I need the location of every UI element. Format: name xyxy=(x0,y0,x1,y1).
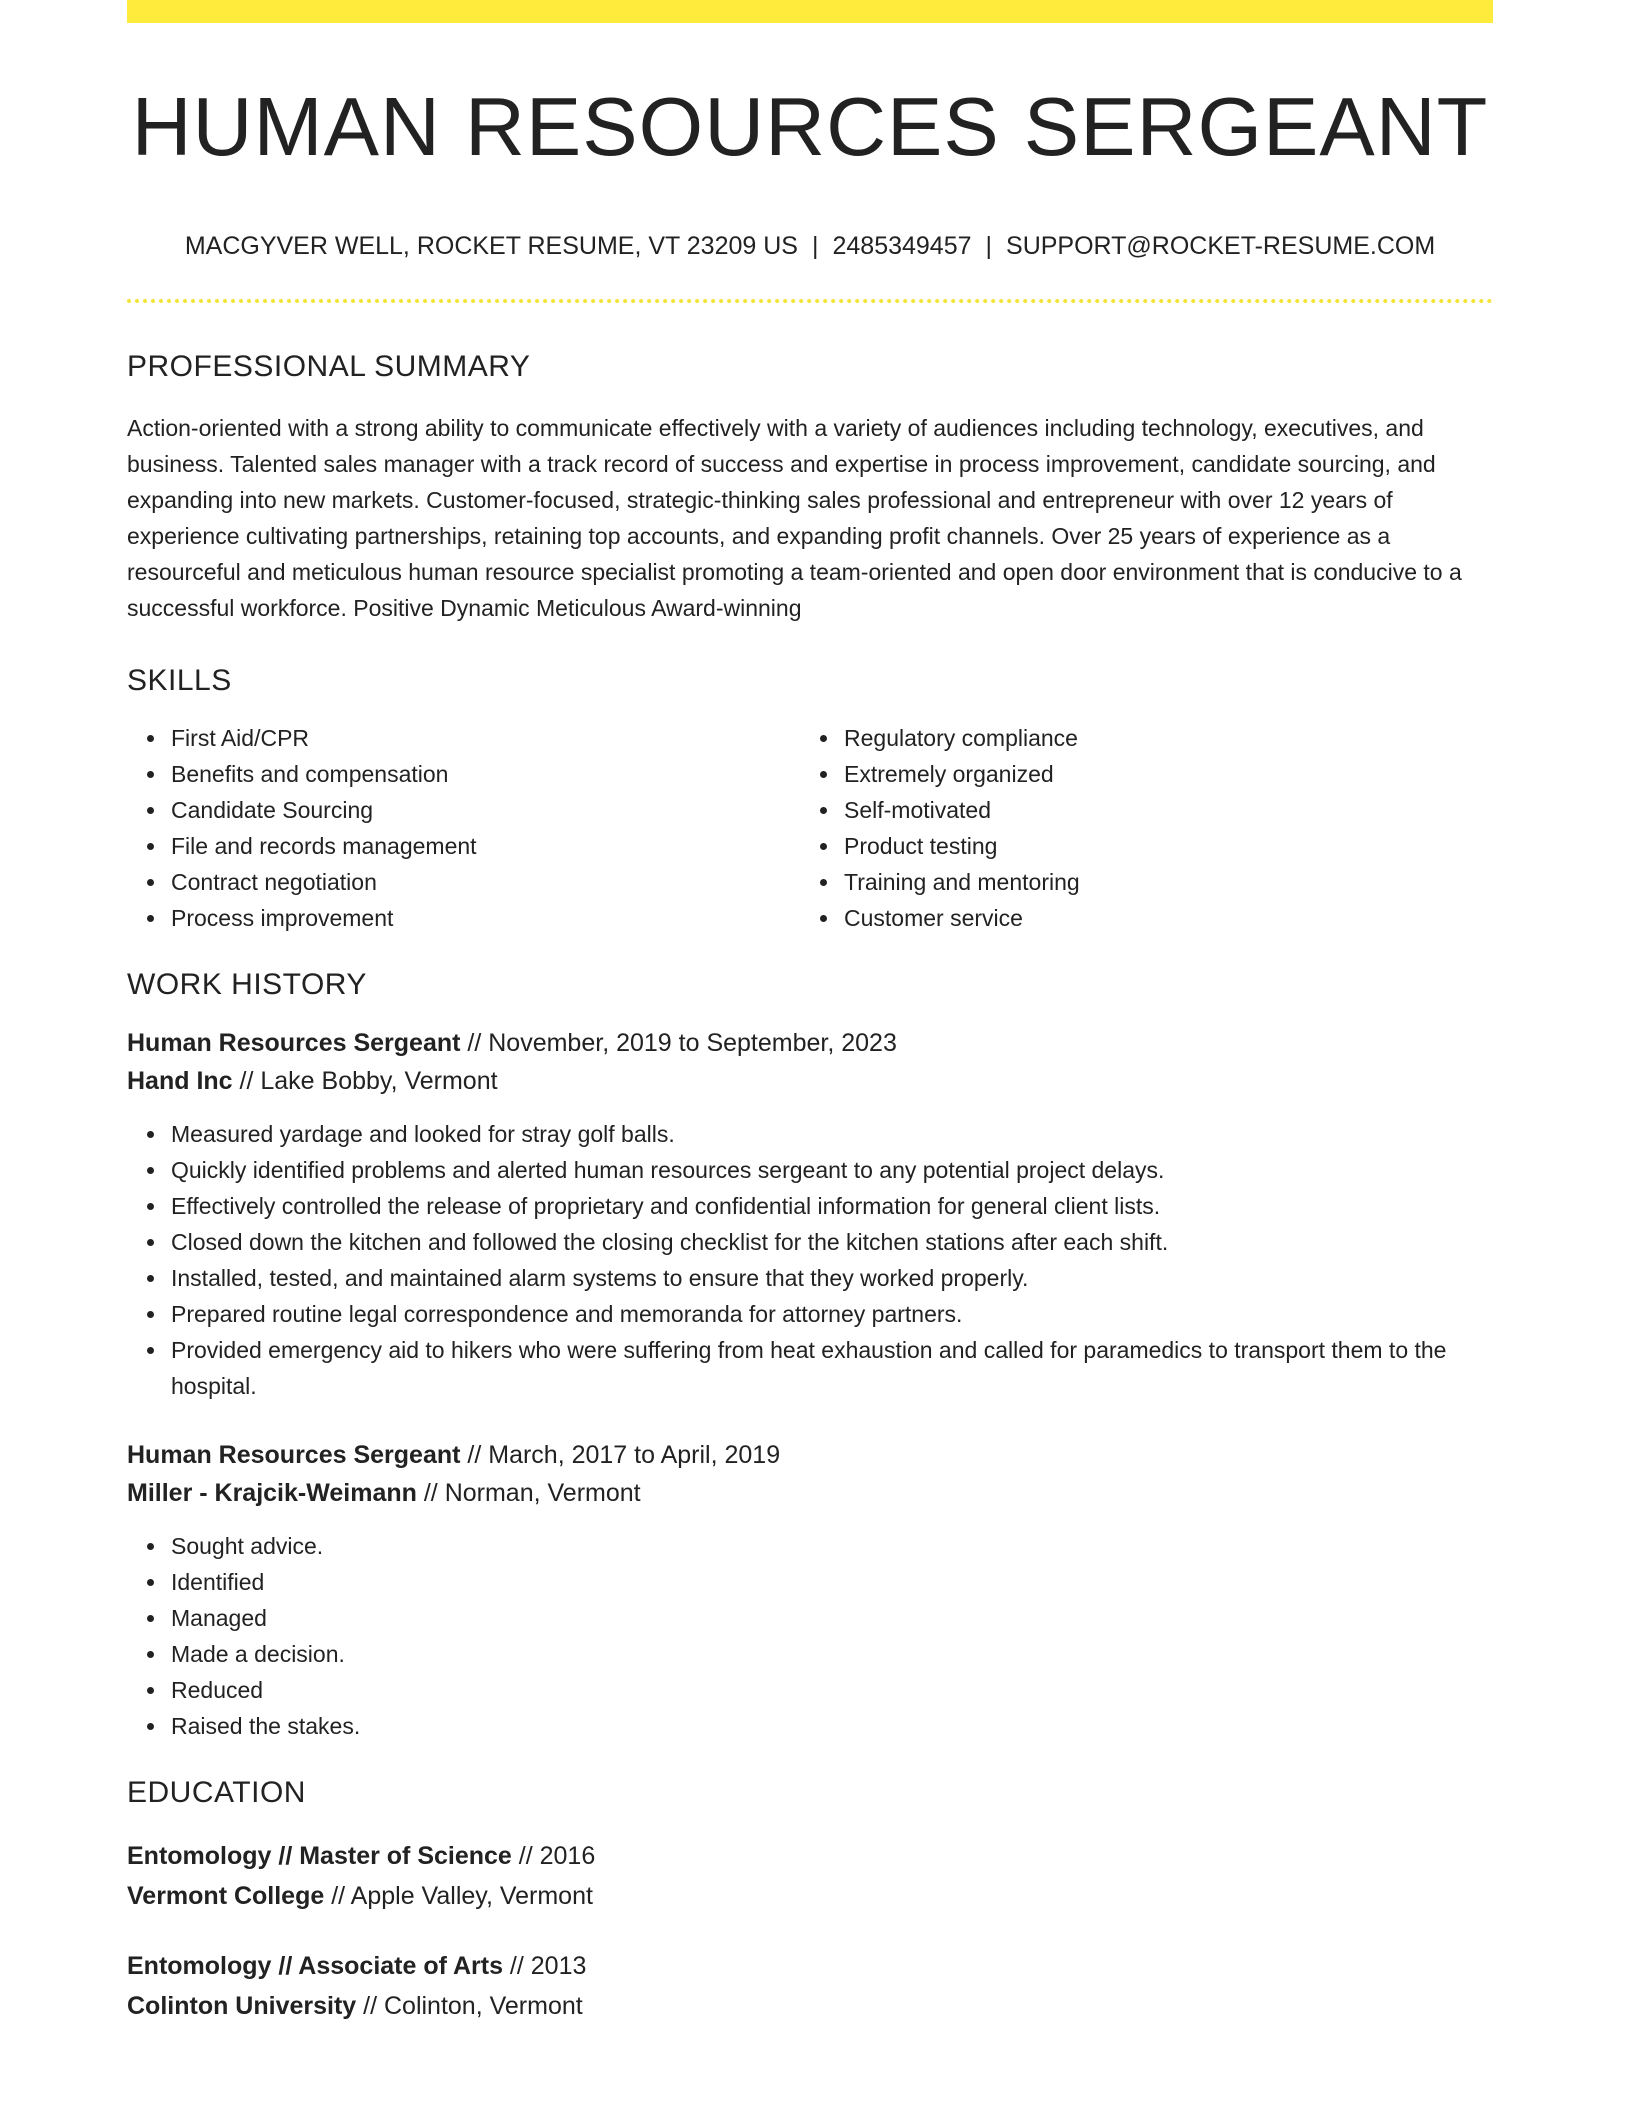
education-separator: // xyxy=(271,1842,300,1870)
contact-email: SUPPORT@ROCKET-RESUME.COM xyxy=(1006,232,1436,260)
job-dates: March, 2017 to April, 2019 xyxy=(488,1441,781,1469)
job-bullet: Prepared routine legal correspondence and memoranda for attorney partners. xyxy=(127,1296,1493,1332)
skills-column-left xyxy=(127,720,800,936)
job-bullets xyxy=(127,1528,1493,1744)
education-year: 2013 xyxy=(530,1952,587,1980)
education-field: Entomology xyxy=(127,1952,272,1980)
skills-column-right xyxy=(800,720,1473,936)
accent-bar xyxy=(127,0,1493,23)
education-school-line xyxy=(127,1876,1493,1916)
skill-item: File and records management xyxy=(127,828,800,864)
contact-separator: | xyxy=(985,232,993,260)
education-degree-line xyxy=(127,1946,1493,1986)
education-degree: Master of Science xyxy=(299,1842,512,1870)
skill-item: Product testing xyxy=(800,828,1473,864)
job-location: Norman, Vermont xyxy=(444,1479,641,1507)
job-company-line xyxy=(127,1062,1493,1100)
education-school: Colinton University xyxy=(127,1992,357,2020)
skill-item: Regulatory compliance xyxy=(800,720,1473,756)
skill-item: Customer service xyxy=(800,900,1473,936)
skills-list xyxy=(127,720,1493,936)
job-bullet: Closed down the kitchen and followed the closing checklist for the kitchen stations after each shift. xyxy=(127,1224,1493,1260)
job-title: Human Resources Sergeant xyxy=(127,1029,461,1057)
skill-item: Training and mentoring xyxy=(800,864,1473,900)
education-degree-line xyxy=(127,1836,1493,1876)
job-bullet: Quickly identified problems and alerted human resources sergeant to any potential project delays. xyxy=(127,1152,1493,1188)
job-bullet: Provided emergency aid to hikers who were suffering from heat exhaustion and called for paramedics to transport them to the hospital. xyxy=(127,1332,1493,1404)
job-bullets xyxy=(127,1116,1493,1404)
contact-line xyxy=(127,234,1493,259)
education-entry xyxy=(127,1836,1493,1916)
work-history-heading: WORK HISTORY xyxy=(127,968,367,1001)
education-school: Vermont College xyxy=(127,1882,325,1910)
job-separator: // xyxy=(416,1479,445,1507)
education-separator: // xyxy=(502,1952,531,1980)
resume-page xyxy=(127,0,1493,2026)
job-location: Lake Bobby, Vermont xyxy=(260,1067,498,1095)
education-degree: Associate of Arts xyxy=(298,1952,503,1980)
header-divider xyxy=(127,299,1493,303)
job-bullet: Effectively controlled the release of proprietary and confidential information for general client lists. xyxy=(127,1188,1493,1224)
job-title: Human Resources Sergeant xyxy=(127,1441,461,1469)
skill-item: Candidate Sourcing xyxy=(127,792,800,828)
education-location: Apple Valley, Vermont xyxy=(350,1882,593,1910)
skill-item: Self-motivated xyxy=(800,792,1473,828)
contact-address: MACGYVER WELL, ROCKET RESUME, VT 23209 US xyxy=(184,232,798,260)
skill-item: Benefits and compensation xyxy=(127,756,800,792)
job-bullet: Raised the stakes. xyxy=(127,1708,1493,1744)
skill-item: First Aid/CPR xyxy=(127,720,800,756)
education-separator: // xyxy=(356,1992,384,2020)
skill-item: Process improvement xyxy=(127,900,800,936)
job-separator: // xyxy=(232,1067,261,1095)
education-year: 2016 xyxy=(539,1842,596,1870)
job-title-line xyxy=(127,1024,1493,1062)
job-separator: // xyxy=(460,1029,489,1057)
job-bullet: Managed xyxy=(127,1600,1493,1636)
skill-item: Contract negotiation xyxy=(127,864,800,900)
contact-separator: | xyxy=(811,232,819,260)
job-bullet: Identified xyxy=(127,1564,1493,1600)
job-separator: // xyxy=(460,1441,489,1469)
contact-phone: 2485349457 xyxy=(832,232,972,260)
education-field: Entomology xyxy=(127,1842,272,1870)
education-heading: EDUCATION xyxy=(127,1776,306,1809)
job-company-line xyxy=(127,1474,1493,1512)
job-company: Hand Inc xyxy=(127,1067,233,1095)
education-separator: // xyxy=(271,1952,299,1980)
job-title-line xyxy=(127,1436,1493,1474)
skills-heading: SKILLS xyxy=(127,664,232,697)
summary-text: Action-oriented with a strong ability to communicate effectively with a variety of audiences including technology, executives, and business. Talented sales manager with a track record of success and expertise in process improvement, candidate sourcing, and expanding into new markets. Customer-focused, strategic-thinking sales professional and entrepreneur with over 12 years of experience cultivating partnerships, retaining top accounts, and expanding profit channels. Over 25 years of experience as a resourceful and meticulous human resource specialist promoting a team-oriented and open door environment that is conducive to a successful workforce. Positive Dynamic Meticulous Award-winning xyxy=(127,415,1462,621)
job-bullet: Made a decision. xyxy=(127,1636,1493,1672)
summary-heading: PROFESSIONAL SUMMARY xyxy=(127,350,531,383)
job-dates: November, 2019 to September, 2023 xyxy=(488,1029,897,1057)
job-bullet: Measured yardage and looked for stray golf balls. xyxy=(127,1116,1493,1152)
job-entry xyxy=(127,1024,1493,1404)
job-bullet: Installed, tested, and maintained alarm systems to ensure that they worked properly. xyxy=(127,1260,1493,1296)
job-bullet: Sought advice. xyxy=(127,1528,1493,1564)
resume-title: HUMAN RESOURCES SERGEANT xyxy=(131,80,1489,173)
education-entry xyxy=(127,1946,1493,2026)
job-entry xyxy=(127,1436,1493,1744)
job-bullet: Reduced xyxy=(127,1672,1493,1708)
education-separator: // xyxy=(324,1882,351,1910)
education-school-line xyxy=(127,1986,1493,2026)
job-company: Miller - Krajcik-Weimann xyxy=(127,1479,417,1507)
education-location: Colinton, Vermont xyxy=(383,1992,583,2020)
education-separator: // xyxy=(511,1842,540,1870)
skill-item: Extremely organized xyxy=(800,756,1473,792)
